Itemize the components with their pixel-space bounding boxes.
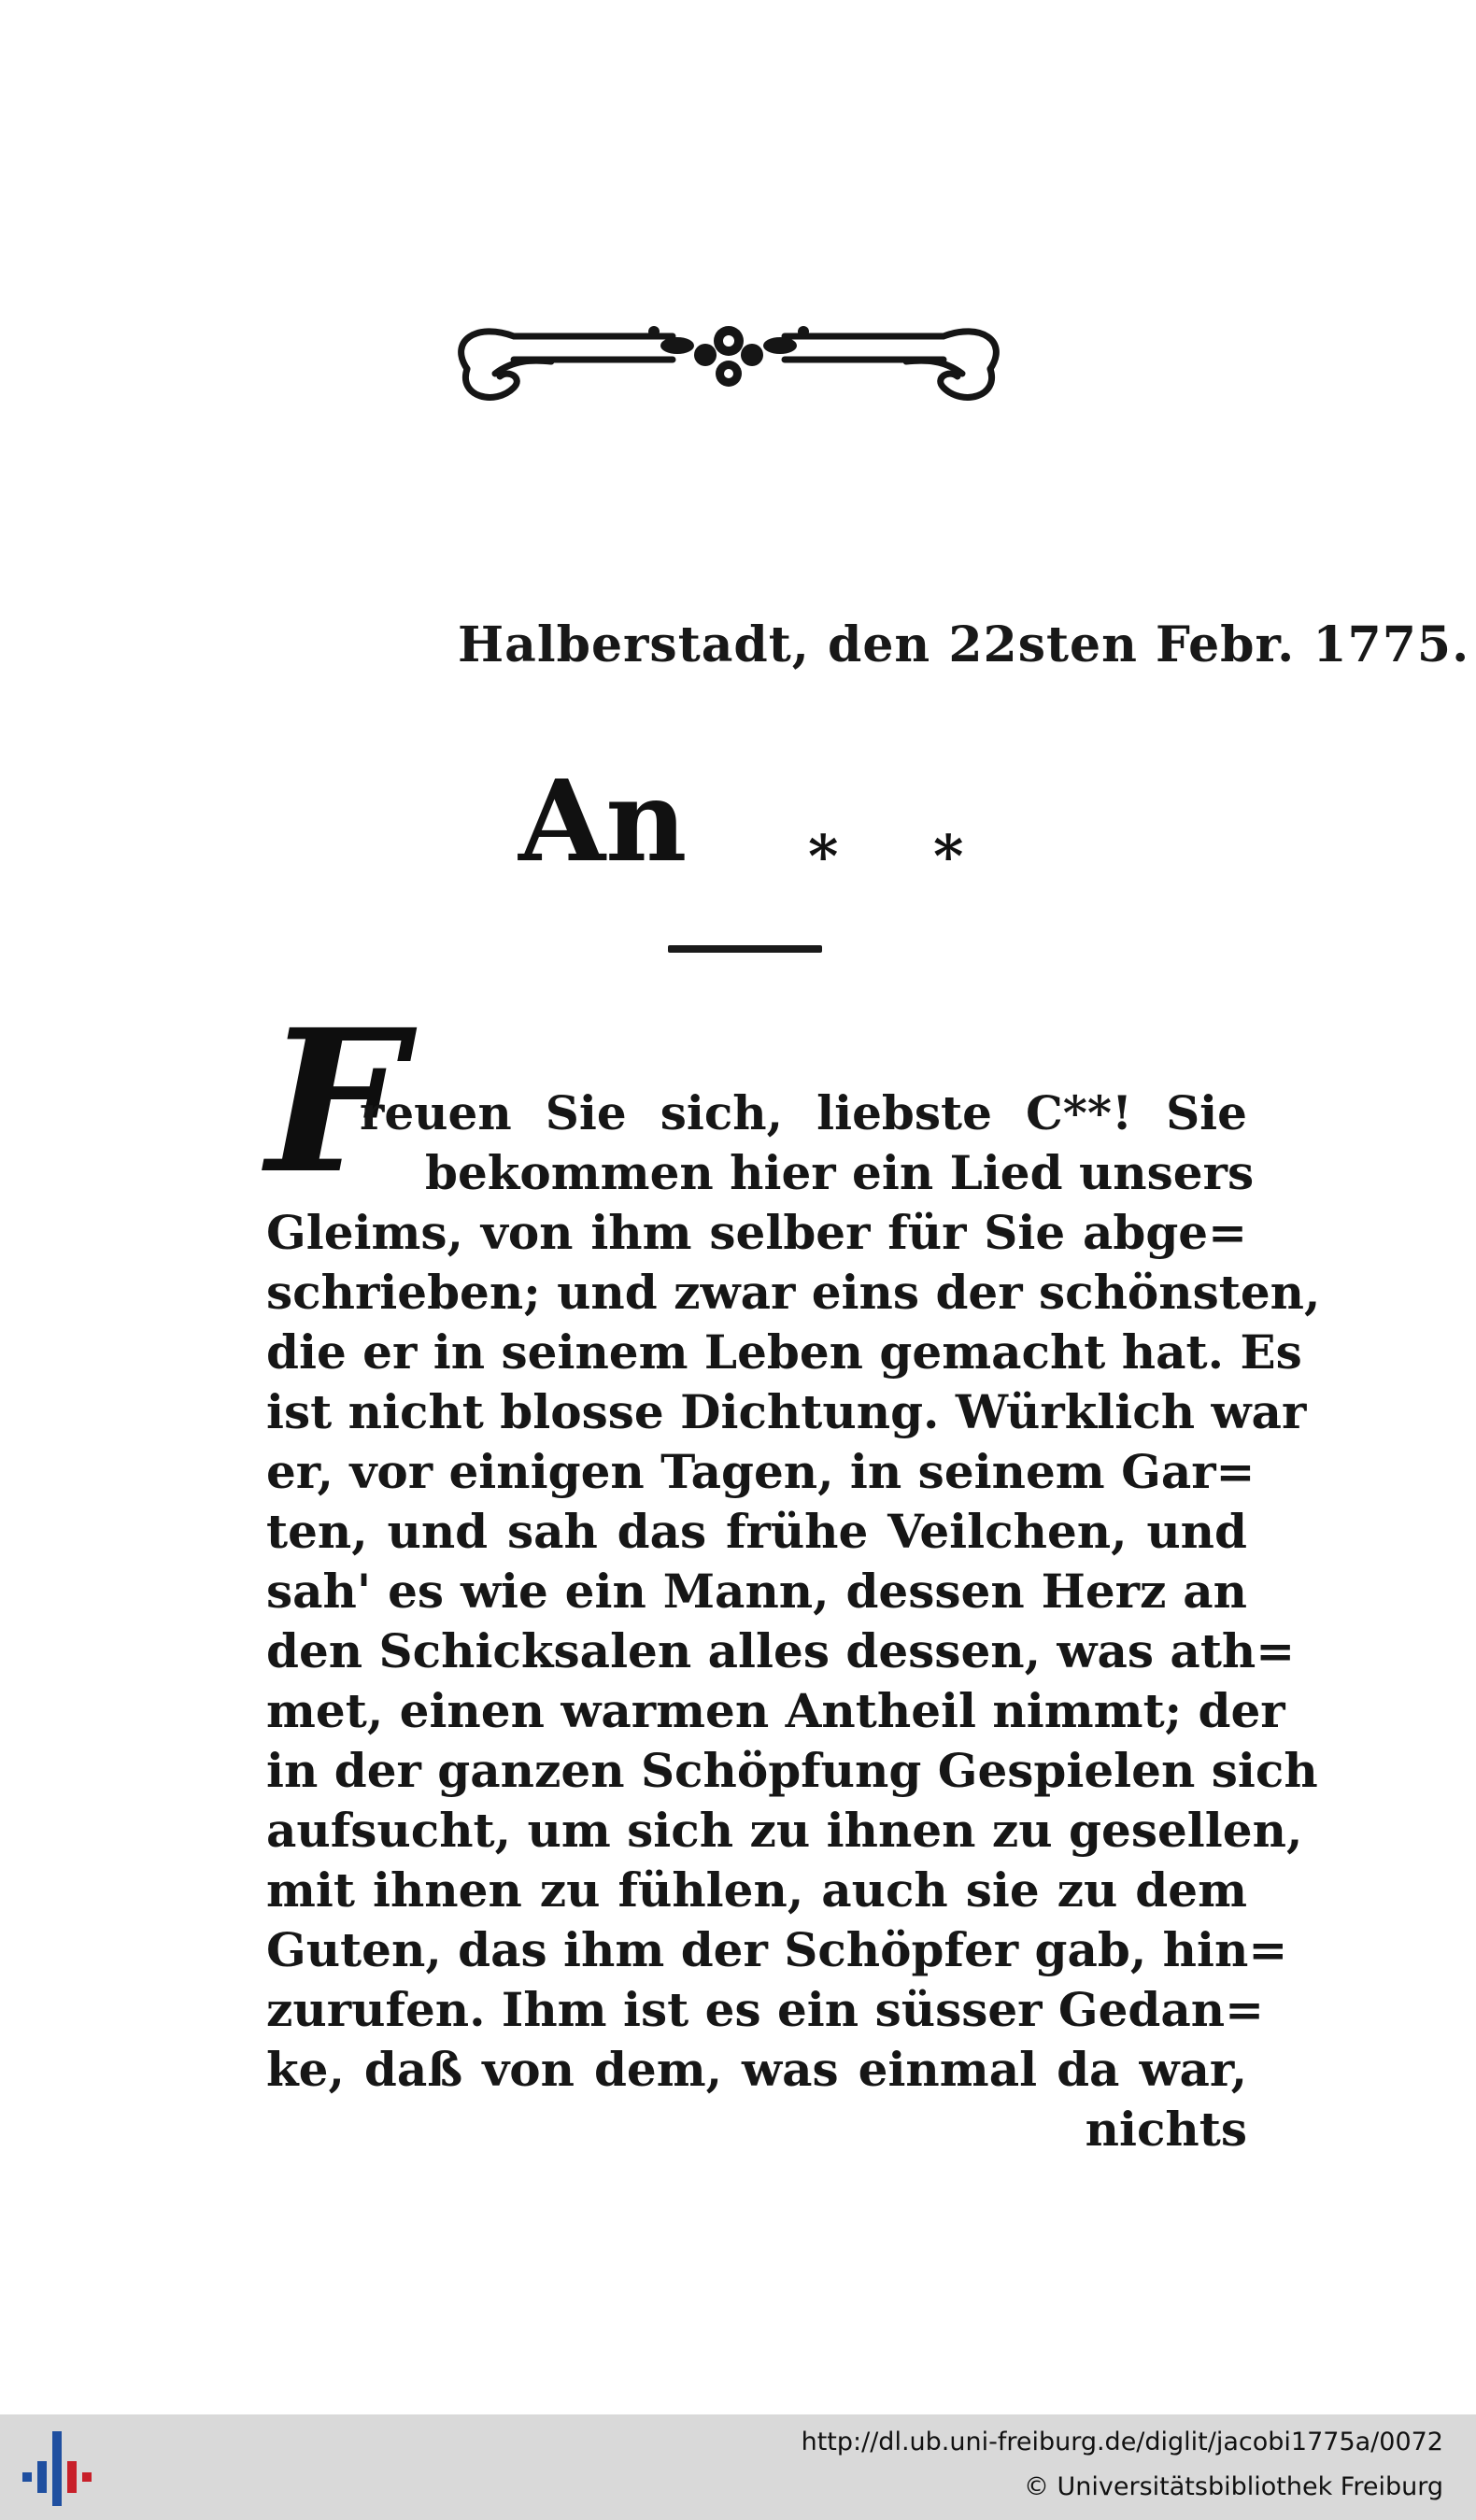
text-line: ten, und sah das frühe Veilchen, und [266,1504,1247,1559]
text-line: sah' es wie ein Mann, dessen Herz an [266,1564,1247,1619]
heading [518,756,1001,906]
text-line: den Schicksalen alles dessen, was ath= [266,1623,1296,1678]
heading-word: An [518,756,688,887]
text-line: er, vor einigen Tagen, in seinem Gar= [266,1444,1256,1499]
heading-rule [668,945,822,953]
text-line: aufsucht, um sich zu ihnen zu gesellen, [266,1803,1303,1858]
text-line: ke, daß von dem, was einmal da war, [266,2042,1247,2097]
text-line: ist nicht blosse Dichtung. Würklich war [266,1384,1307,1439]
text-line: met, einen warmen Antheil nimmt; der [266,1683,1285,1738]
text-line: die er in seinem Leben gemacht hat. Es [266,1324,1302,1380]
text-line: reuen Sie sich, liebste C**! Sie [360,1085,1247,1140]
heading-stars: * * [808,822,1001,890]
ornament-vignette [439,304,1018,416]
permalink-url[interactable]: http://dl.ub.uni-freiburg.de/diglit/jacobi1775a/0072 [801,2428,1443,2456]
text-line: mit ihnen zu fühlen, auch sie zu dem [266,1862,1247,1918]
text-line: schrieben; und zwar eins der schönsten, [266,1265,1321,1320]
text-line: Guten, das ihm der Schöpfer gab, hin= [266,1922,1288,1977]
drop-cap: F [266,986,406,1217]
copyright-notice: © Universitätsbibliothek Freiburg [1023,2472,1443,2501]
catchword: nichts [1085,2102,1247,2157]
text-line: bekommen hier ein Lied unsers [425,1145,1255,1200]
ub-freiburg-logo-icon[interactable] [17,2424,101,2513]
footer-bar [0,2414,1476,2520]
text-line: zurufen. Ihm ist es ein süsser Gedan= [266,1982,1265,2037]
text-line: in der ganzen Schöpfung Gespielen sich [266,1743,1318,1798]
text-line: Gleims, von ihm selber für Sie abge= [266,1205,1247,1260]
dateline: Halberstadt, den 22sten Febr. 1775. [458,616,1470,673]
